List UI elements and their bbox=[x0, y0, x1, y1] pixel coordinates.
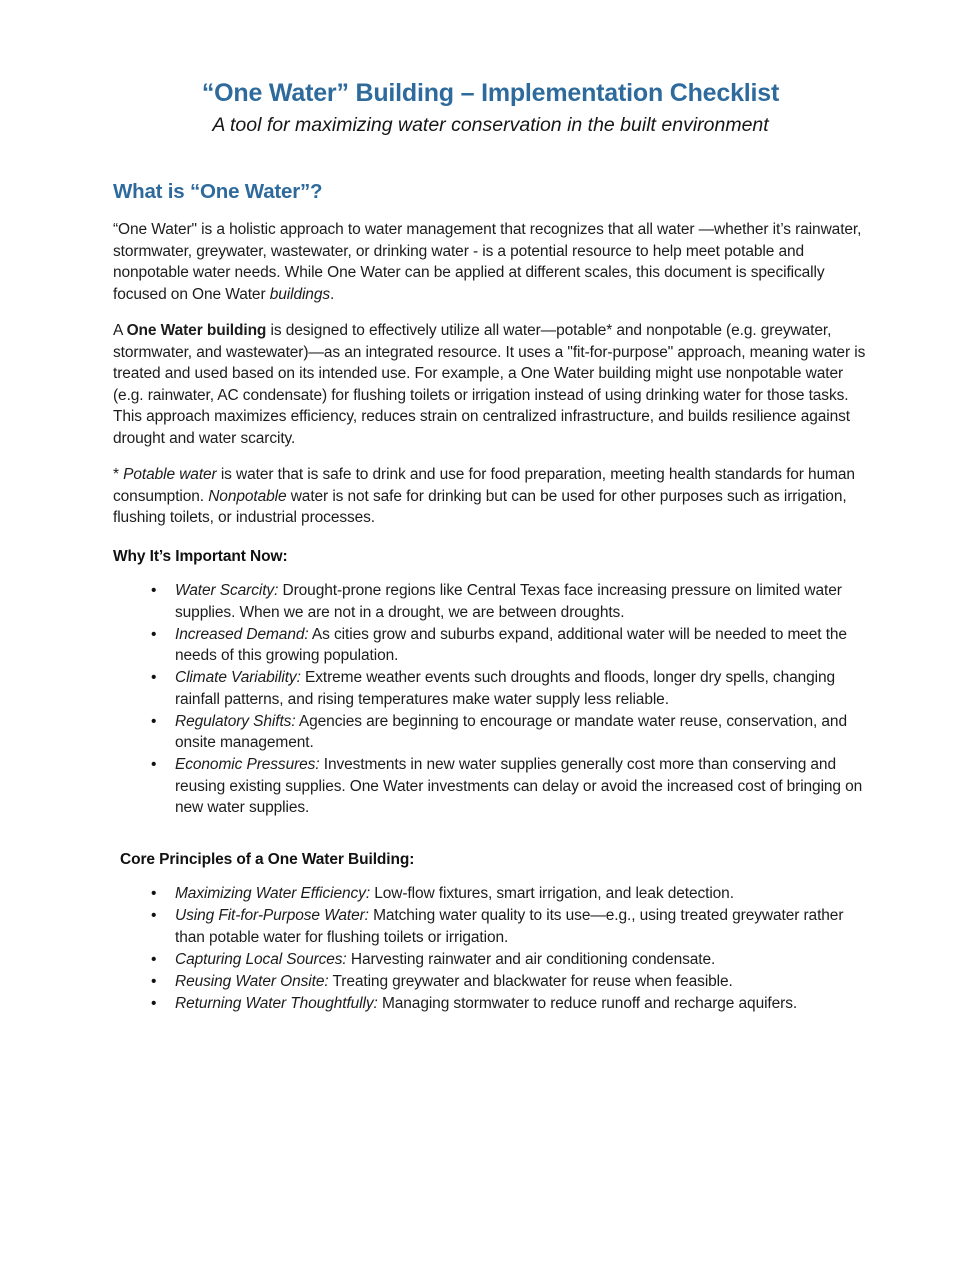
bullet-text: Investments in new water supplies generally cost more than conserving and reusing existing supplies. One Water investments can delay or avoid the increased cost of bringing on new water supplies. bbox=[175, 756, 863, 816]
list-item-economic-pressures bbox=[175, 754, 868, 819]
list-item-increased-demand bbox=[175, 624, 868, 667]
doc-title: “One Water” Building – Implementation Checklist bbox=[201, 79, 780, 107]
bullet-lead: Regulatory Shifts: bbox=[175, 712, 296, 730]
list-item-regulatory-shifts bbox=[175, 711, 868, 754]
bullet-list-why-important bbox=[113, 580, 868, 819]
bullet-text: Treating greywater and blackwater for reuse when feasible. bbox=[328, 972, 733, 990]
text-run-italic: Nonpotable bbox=[208, 487, 287, 505]
text-run: “One Water" is a holistic approach to water management that recognizes that all water —whether it’s rainwater, stormwater, greywater, wastewater, or drinking water - is a potential resource to help meet potable and nonpotable water needs. While One Water can be applied at different scales, this document is specifically focused on One Water bbox=[113, 221, 862, 303]
text-run: * bbox=[113, 466, 124, 483]
bullet-list-core-principles bbox=[113, 883, 868, 1014]
bullet-lead: Using Fit-for-Purpose Water: bbox=[175, 907, 369, 924]
paragraph-potable-footnote bbox=[113, 464, 868, 529]
text-run: is designed to effectively utilize all water—potable* and nonpotable (e.g. greywater, stormwater, and wastewater)—as an integrated resource. It uses a "fit-for-purpose" approach, meaning water is treated and used based on its intended use. For example, a One Water building might use nonpotable water (e.g. rainwater, AC condensate) for flushing toilets or irrigation instead of using drinking water for those tasks. This approach maximizes efficiency, reduces strain on centralized infrastructure, and builds resilience against drought and water scarcity. bbox=[113, 322, 866, 447]
bullet-lead: Increased Demand: bbox=[175, 625, 309, 643]
bullet-text: Matching water quality to its use—e.g., using treated greywater rather than potable water for flushing toilets or irrigation. bbox=[175, 907, 844, 946]
list-item-reusing-onsite bbox=[175, 971, 868, 993]
bullet-lead: Reusing Water Onsite: bbox=[175, 972, 329, 990]
section-heading-what-is: What is “One Water”? bbox=[113, 180, 323, 203]
bullet-lead: Climate Variability: bbox=[175, 669, 301, 686]
subheading-core-principles: Core Principles of a One Water Building: bbox=[120, 850, 415, 868]
bullet-lead: Maximizing Water Efficiency: bbox=[175, 885, 371, 902]
doc-subtitle: A tool for maximizing water conservation in the built environment bbox=[212, 114, 769, 136]
bullet-lead: Water Scarcity: bbox=[175, 582, 279, 599]
bullet-text: As cities grow and suburbs expand, additional water will be needed to meet the needs of this growing population. bbox=[175, 625, 847, 664]
paragraph-intro bbox=[113, 219, 868, 305]
bullet-text: Low-flow fixtures, smart irrigation, and leak detection. bbox=[370, 885, 734, 902]
bullet-text: Agencies are beginning to encourage or mandate water reuse, conservation, and onsite management. bbox=[175, 712, 847, 751]
bullet-text: Managing stormwater to reduce runoff and recharge aquifers. bbox=[377, 994, 798, 1012]
text-run: . bbox=[330, 285, 335, 303]
list-item-climate-variability bbox=[175, 667, 868, 710]
bullet-text: Extreme weather events such droughts and floods, longer dry spells, changing rainfall patterns, and rising temperatures make water supply less reliable. bbox=[175, 669, 836, 708]
list-item-water-scarcity bbox=[175, 580, 868, 623]
text-run: A bbox=[113, 322, 127, 339]
text-run-bold: One Water building bbox=[126, 322, 267, 339]
bullet-text: Drought-prone regions like Central Texas face increasing pressure on limited water supplies. When we are not in a drought, we are between droughts. bbox=[175, 582, 842, 621]
list-item-maximizing-efficiency bbox=[175, 883, 868, 905]
text-run-italic: buildings bbox=[269, 285, 331, 303]
text-run: is water that is safe to drink and use for food preparation, meeting health standards for human consumption. bbox=[113, 466, 855, 505]
text-run-italic: Potable water bbox=[123, 466, 217, 483]
paragraph-one-water-building bbox=[113, 320, 868, 449]
list-item-fit-for-purpose bbox=[175, 905, 868, 948]
bullet-lead: Economic Pressures: bbox=[175, 756, 320, 773]
text-run: water is not safe for drinking but can be used for other purposes such as irrigation, flushing toilets, or industrial processes. bbox=[113, 487, 847, 526]
bullet-text: Harvesting rainwater and air conditioning condensate. bbox=[346, 950, 716, 968]
list-item-returning-thoughtfully bbox=[175, 993, 868, 1015]
list-item-capturing-sources bbox=[175, 949, 868, 971]
subheading-why-important: Why It’s Important Now: bbox=[113, 547, 288, 565]
bullet-lead: Returning Water Thoughtfully: bbox=[175, 994, 378, 1012]
bullet-lead: Capturing Local Sources: bbox=[175, 950, 347, 968]
